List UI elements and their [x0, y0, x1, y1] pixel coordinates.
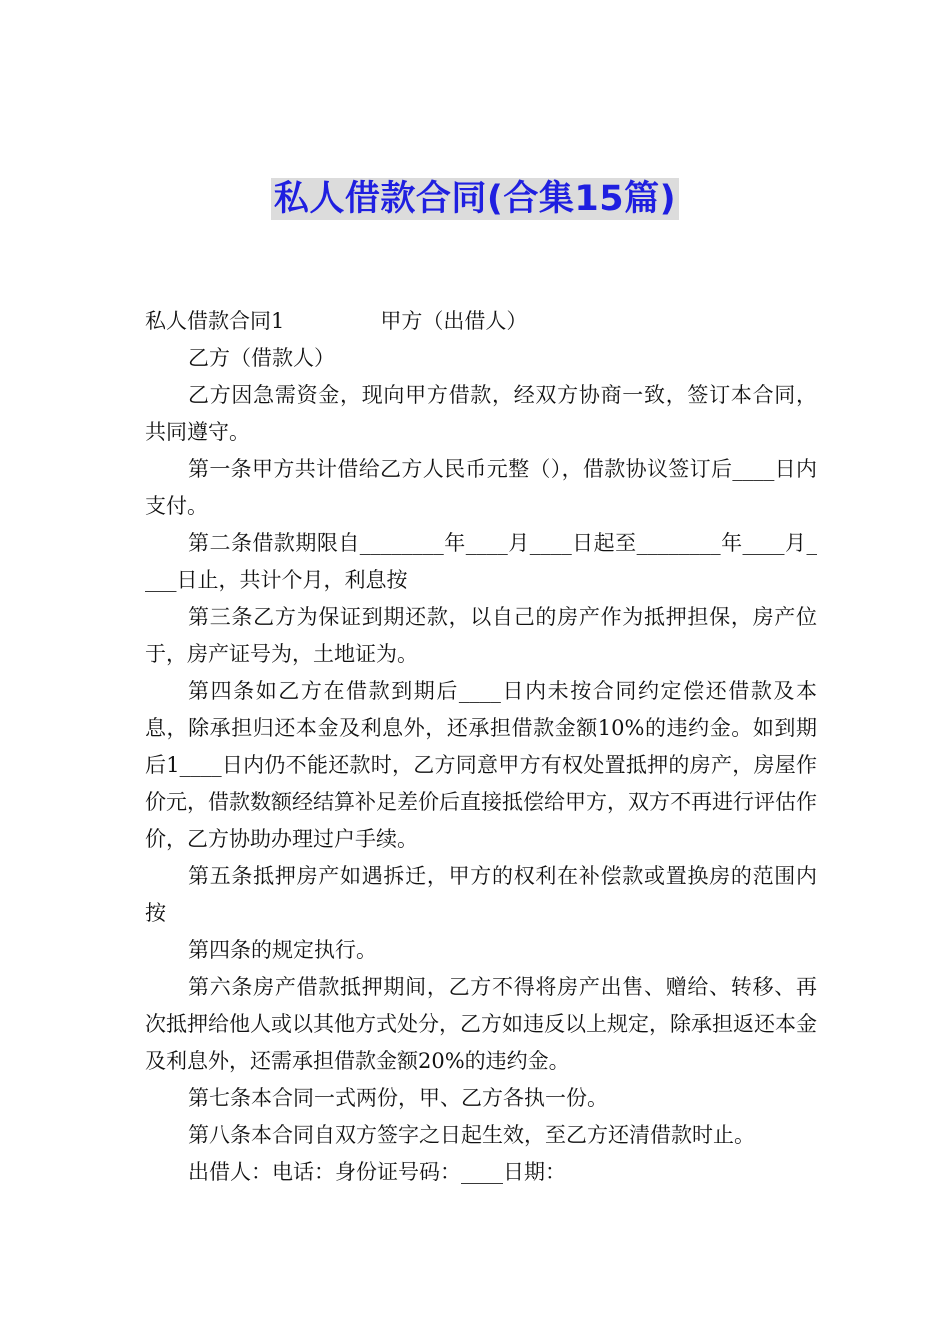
document-body — [145, 303, 817, 1191]
paragraph: 第六条房产借款抵押期间，乙方不得将房产出售、赠给、转移、再次抵押给他人或以其他方式处分，乙方如违反以上规定，除承担返还本金及利息外，还需承担借款金额20%的违约金。 — [145, 975, 817, 1073]
title-container — [0, 178, 950, 220]
first-line — [145, 303, 817, 340]
paragraph: 第五条抵押房产如遇拆迁，甲方的权利在补偿款或置换房的范围内按 — [145, 864, 817, 925]
paragraph: 第八条本合同自双方签字之日起生效，至乙方还清借款时止。 — [188, 1123, 755, 1147]
paragraph: 第三条乙方为保证到期还款，以自己的房产作为抵押担保，房产位于，房产证号为，土地证为。 — [145, 605, 817, 666]
document-title: 私人借款合同(合集15篇) — [271, 178, 679, 220]
paragraph: 第二条借款期限自________年____月____日起至________年____月____日止，共计个月，利息按 — [145, 531, 817, 592]
lender-label: 甲方（出借人） — [380, 309, 528, 333]
contract-heading: 私人借款合同1 — [145, 309, 285, 333]
paragraph: 第四条的规定执行。 — [188, 938, 377, 962]
paragraph: 第七条本合同一式两份，甲、乙方各执一份。 — [188, 1086, 608, 1110]
paragraph: 第四条如乙方在借款到期后____日内未按合同约定偿还借款及本息，除承担归还本金及利息外，还承担借款金额10%的违约金。如到期后1____日内仍不能还款时，乙方同意甲方有权处置抵押的房产，房屋作价元，借款数额经结算补足差价后直接抵偿给甲方，双方不再进行评估作价，乙方协助办理过户手续。 — [145, 679, 817, 851]
paragraph: 乙方因急需资金，现向甲方借款，经双方协商一致，签订本合同，共同遵守。 — [145, 383, 817, 444]
paragraph: 第一条甲方共计借给乙方人民币元整（），借款协议签订后____日内支付。 — [145, 457, 817, 518]
paragraph: 出借人：电话：身份证号码：____日期： — [188, 1160, 566, 1184]
paragraph: 乙方（借款人） — [188, 346, 335, 370]
